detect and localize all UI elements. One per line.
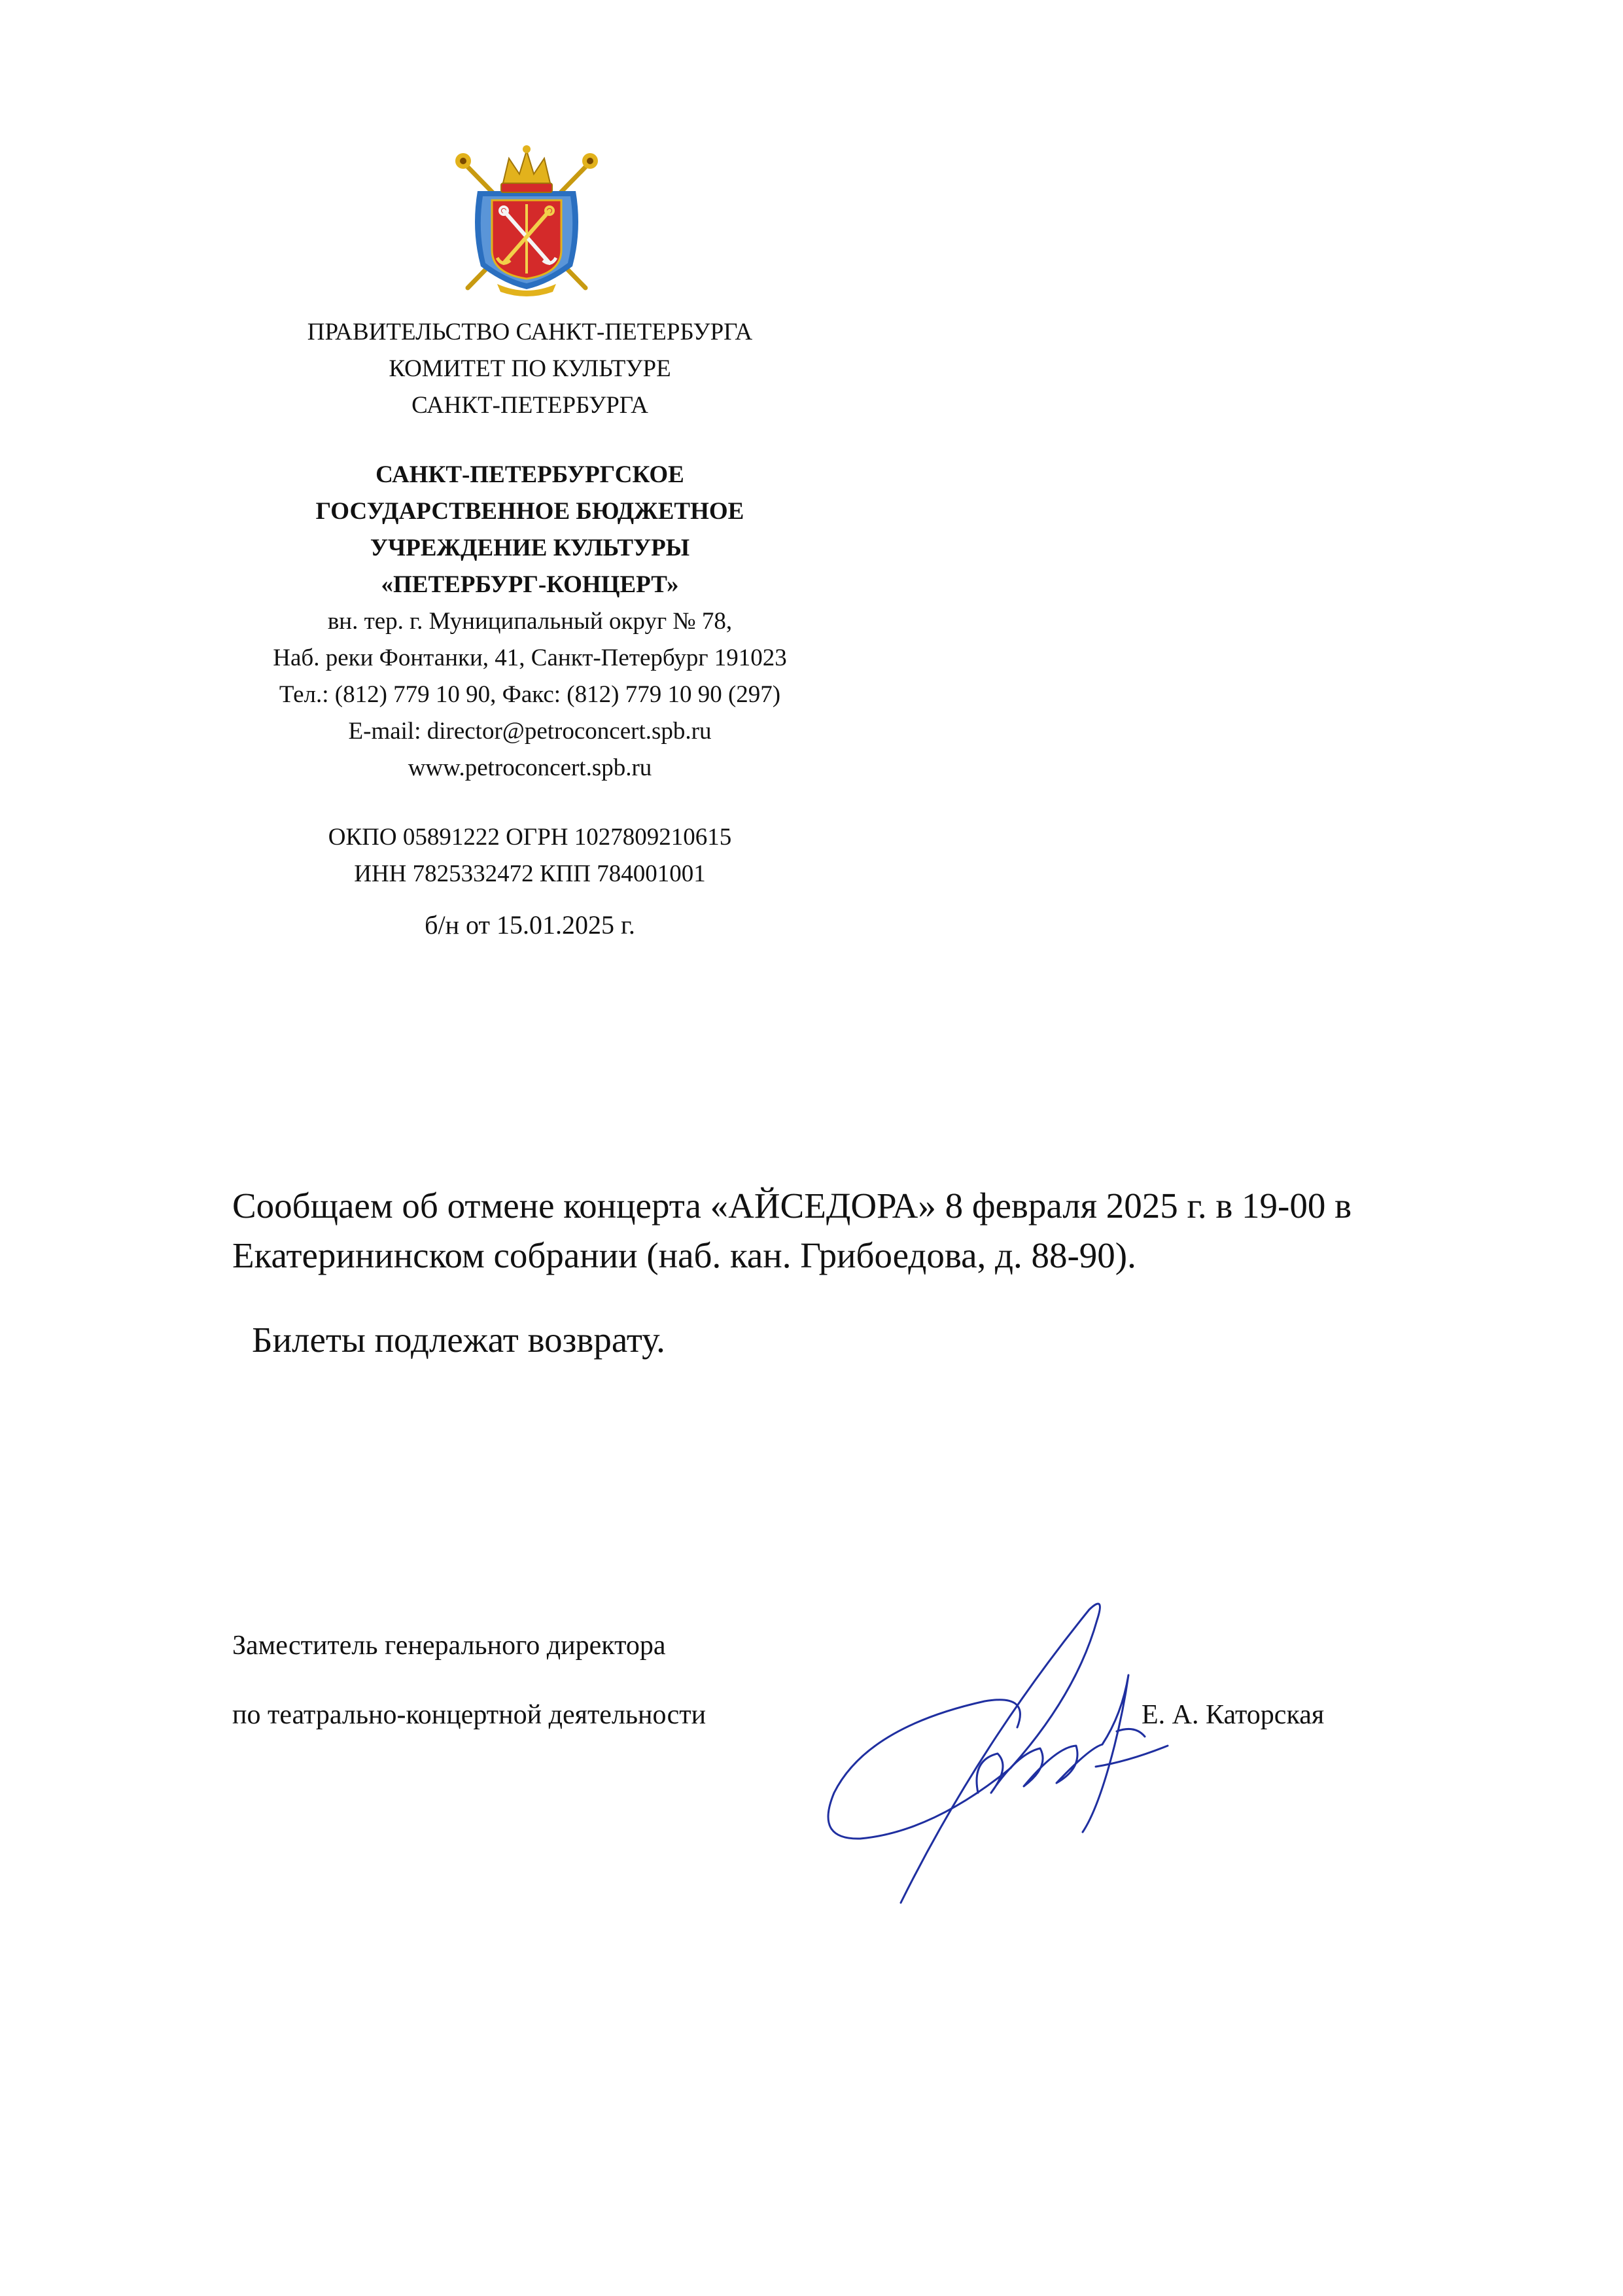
- cancellation-notice: [232, 1181, 1352, 1280]
- government-line: ПРАВИТЕЛЬСТВО САНКТ-ПЕТЕРБУРГА: [307, 319, 753, 345]
- codes-line: ОКПО 05891222 ОГРН 1027809210615: [328, 824, 732, 851]
- government-line: КОМИТЕТ ПО КУЛЬТУРЕ: [389, 355, 671, 382]
- handwritten-signature-icon: [814, 1597, 1194, 1911]
- st-petersburg-coat-of-arms-icon: [451, 145, 602, 297]
- signatory-position: по театрально-концертной деятельности: [232, 1700, 707, 1730]
- email-address: E-mail: director@petroconcert.spb.ru: [348, 718, 712, 745]
- government-header: [196, 314, 864, 424]
- notice-line: Екатерининском собрании (наб. кан. Грибоедова, д. 88-90).: [232, 1235, 1136, 1275]
- codes-line: ИНН 7825332472 КПП 784001001: [354, 860, 706, 887]
- registration-codes: [196, 819, 864, 892]
- notice-line: Сообщаем об отмене концерта «АЙСЕДОРА» 8 февраля 2025 г. в 19-00 в: [232, 1186, 1352, 1226]
- address-line: Наб. реки Фонтанки, 41, Санкт-Петербург 191023: [273, 645, 787, 671]
- organization-line: ГОСУДАРСТВЕННОЕ БЮДЖЕТНОЕ: [315, 498, 744, 525]
- address-line: вн. тер. г. Муниципальный округ № 78,: [327, 608, 733, 635]
- organization-line: УЧРЕЖДЕНИЕ КУЛЬТУРЫ: [370, 535, 690, 561]
- organization-line: «ПЕТЕРБУРГ-КОНЦЕРТ»: [381, 571, 679, 598]
- document-reference: б/н от 15.01.2025 г.: [425, 910, 635, 940]
- phone-fax: Тел.: (812) 779 10 90, Факс: (812) 779 10 90 (297): [279, 681, 781, 708]
- signatory-position: Заместитель генерального директора: [232, 1631, 666, 1661]
- contact-details: [196, 603, 864, 786]
- government-line: САНКТ-ПЕТЕРБУРГА: [411, 392, 648, 419]
- refund-notice: Билеты подлежат возврату.: [252, 1320, 665, 1360]
- organization-name: [196, 457, 864, 603]
- signatory-name: Е. А. Каторская: [1142, 1700, 1325, 1730]
- organization-line: САНКТ-ПЕТЕРБУРГСКОЕ: [375, 461, 684, 488]
- website-address: www.petroconcert.spb.ru: [408, 754, 652, 781]
